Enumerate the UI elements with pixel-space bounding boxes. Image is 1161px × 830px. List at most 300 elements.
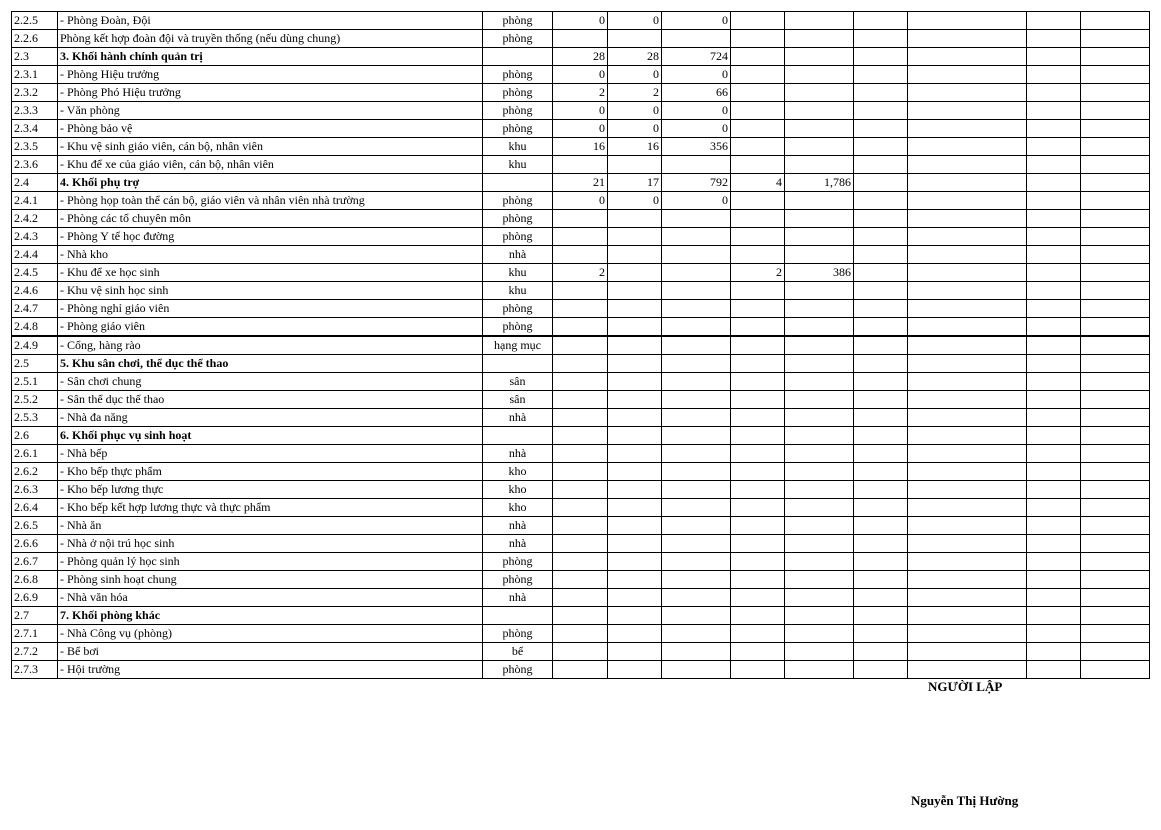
row-value-cell[interactable] [908,156,1027,174]
row-value-cell[interactable] [1027,589,1081,607]
row-value-cell[interactable] [553,517,608,535]
row-value-cell[interactable] [731,138,785,156]
row-code-cell[interactable]: 2.5.3 [12,409,58,427]
row-value-cell[interactable] [553,300,608,318]
row-value-cell[interactable] [1081,535,1150,553]
row-value-cell[interactable] [854,120,908,138]
row-name-cell[interactable]: - Nhà Công vụ (phòng) [58,625,483,643]
row-value-cell[interactable] [731,282,785,300]
row-value-cell[interactable] [908,463,1027,481]
row-value-cell[interactable] [1081,571,1150,589]
row-unit-cell[interactable]: phòng [483,66,553,84]
row-code-cell[interactable]: 2.3.4 [12,120,58,138]
row-name-cell[interactable]: - Phòng nghỉ giáo viên [58,300,483,318]
row-value-cell[interactable] [785,661,854,679]
row-value-cell[interactable] [662,625,731,643]
row-value-cell[interactable] [662,463,731,481]
row-code-cell[interactable]: 2.4.8 [12,318,58,337]
row-value-cell[interactable]: 2 [731,264,785,282]
row-unit-cell[interactable]: phòng [483,228,553,246]
row-value-cell[interactable] [608,300,662,318]
row-value-cell[interactable] [1081,120,1150,138]
row-value-cell[interactable] [785,553,854,571]
row-name-cell[interactable]: - Khu vệ sinh giáo viên, cán bộ, nhân viên [58,138,483,156]
row-value-cell[interactable]: 792 [662,174,731,192]
row-value-cell[interactable] [1027,228,1081,246]
row-value-cell[interactable] [785,120,854,138]
row-value-cell[interactable] [731,12,785,30]
row-value-cell[interactable] [731,355,785,373]
row-value-cell[interactable] [854,246,908,264]
row-value-cell[interactable] [908,174,1027,192]
row-value-cell[interactable] [608,607,662,625]
row-value-cell[interactable] [662,246,731,264]
row-unit-cell[interactable]: kho [483,463,553,481]
row-unit-cell[interactable]: sân [483,373,553,391]
row-code-cell[interactable]: 2.4.3 [12,228,58,246]
row-value-cell[interactable] [1027,427,1081,445]
row-value-cell[interactable] [785,318,854,337]
row-value-cell[interactable]: 0 [608,12,662,30]
row-value-cell[interactable]: 0 [608,66,662,84]
row-value-cell[interactable] [553,409,608,427]
row-value-cell[interactable] [731,535,785,553]
row-value-cell[interactable] [662,210,731,228]
row-value-cell[interactable] [731,156,785,174]
row-value-cell[interactable] [785,66,854,84]
row-value-cell[interactable] [731,102,785,120]
row-code-cell[interactable]: 2.7.3 [12,661,58,679]
row-name-cell[interactable]: - Nhà ăn [58,517,483,535]
row-value-cell[interactable] [608,391,662,409]
row-value-cell[interactable]: 0 [662,192,731,210]
row-unit-cell[interactable]: nhà [483,445,553,463]
row-value-cell[interactable] [608,571,662,589]
row-value-cell[interactable] [553,210,608,228]
row-value-cell[interactable] [908,625,1027,643]
row-value-cell[interactable] [854,445,908,463]
row-value-cell[interactable] [1081,48,1150,66]
row-value-cell[interactable] [1027,499,1081,517]
row-value-cell[interactable] [553,535,608,553]
row-code-cell[interactable]: 2.4.6 [12,282,58,300]
row-code-cell[interactable]: 2.4.9 [12,336,58,355]
row-value-cell[interactable] [908,300,1027,318]
row-value-cell[interactable] [1081,499,1150,517]
row-value-cell[interactable] [1027,481,1081,499]
row-value-cell[interactable] [908,481,1027,499]
row-unit-cell[interactable]: khu [483,138,553,156]
row-value-cell[interactable] [1027,336,1081,355]
row-name-cell[interactable]: - Phòng họp toàn thể cán bộ, giáo viên và nhân viên nhà trường [58,192,483,210]
row-value-cell[interactable] [1027,156,1081,174]
row-value-cell[interactable] [908,102,1027,120]
row-value-cell[interactable] [608,445,662,463]
row-name-cell[interactable]: Phòng kết hợp đoàn đội và truyền thống (nếu dùng chung) [58,30,483,48]
row-value-cell[interactable] [854,373,908,391]
row-value-cell[interactable] [854,625,908,643]
row-value-cell[interactable] [785,517,854,535]
row-value-cell[interactable] [662,571,731,589]
row-name-cell[interactable]: - Văn phòng [58,102,483,120]
row-value-cell[interactable] [785,427,854,445]
row-value-cell[interactable] [731,553,785,571]
row-value-cell[interactable] [1027,643,1081,661]
row-value-cell[interactable] [1081,228,1150,246]
row-value-cell[interactable] [854,48,908,66]
row-value-cell[interactable] [1027,571,1081,589]
row-value-cell[interactable] [608,355,662,373]
row-value-cell[interactable] [731,210,785,228]
row-value-cell[interactable] [608,589,662,607]
row-value-cell[interactable] [1081,661,1150,679]
row-value-cell[interactable] [854,228,908,246]
row-value-cell[interactable] [1081,318,1150,337]
row-value-cell[interactable] [854,553,908,571]
row-value-cell[interactable]: 724 [662,48,731,66]
row-value-cell[interactable] [908,643,1027,661]
row-value-cell[interactable] [1081,300,1150,318]
row-value-cell[interactable] [1081,246,1150,264]
row-value-cell[interactable]: 386 [785,264,854,282]
row-value-cell[interactable] [662,427,731,445]
row-value-cell[interactable] [731,643,785,661]
row-code-cell[interactable]: 2.4.5 [12,264,58,282]
row-value-cell[interactable] [785,481,854,499]
row-value-cell[interactable] [553,156,608,174]
row-name-cell[interactable]: - Phòng Hiệu trưởng [58,66,483,84]
row-value-cell[interactable] [854,282,908,300]
row-unit-cell[interactable]: bể [483,643,553,661]
row-code-cell[interactable]: 2.4.2 [12,210,58,228]
row-value-cell[interactable]: 2 [608,84,662,102]
row-value-cell[interactable] [908,445,1027,463]
row-code-cell[interactable]: 2.2.6 [12,30,58,48]
row-value-cell[interactable] [908,427,1027,445]
row-value-cell[interactable] [785,409,854,427]
row-value-cell[interactable] [1027,391,1081,409]
row-value-cell[interactable] [854,535,908,553]
row-value-cell[interactable] [908,30,1027,48]
row-value-cell[interactable] [908,661,1027,679]
row-value-cell[interactable] [553,228,608,246]
row-name-cell[interactable]: 5. Khu sân chơi, thể dục thể thao [58,355,483,373]
row-value-cell[interactable] [608,427,662,445]
row-value-cell[interactable] [662,300,731,318]
row-value-cell[interactable] [608,535,662,553]
row-name-cell[interactable]: - Hội trường [58,661,483,679]
row-value-cell[interactable] [662,607,731,625]
row-value-cell[interactable]: 0 [553,192,608,210]
row-value-cell[interactable] [731,373,785,391]
row-value-cell[interactable] [608,318,662,337]
row-value-cell[interactable] [1027,373,1081,391]
row-name-cell[interactable]: - Phòng Y tế học đường [58,228,483,246]
row-value-cell[interactable] [1081,607,1150,625]
row-value-cell[interactable] [785,625,854,643]
row-value-cell[interactable] [785,355,854,373]
row-value-cell[interactable] [785,607,854,625]
row-value-cell[interactable] [854,210,908,228]
row-value-cell[interactable] [854,409,908,427]
row-unit-cell[interactable]: hạng mục [483,336,553,355]
row-value-cell[interactable] [731,661,785,679]
row-unit-cell[interactable]: phòng [483,102,553,120]
row-value-cell[interactable] [662,282,731,300]
row-value-cell[interactable] [908,318,1027,337]
row-unit-cell[interactable]: nhà [483,246,553,264]
row-value-cell[interactable] [785,282,854,300]
row-value-cell[interactable] [785,48,854,66]
row-value-cell[interactable] [608,156,662,174]
row-value-cell[interactable] [731,607,785,625]
row-value-cell[interactable]: 0 [662,120,731,138]
row-value-cell[interactable] [553,318,608,337]
row-value-cell[interactable] [608,517,662,535]
row-value-cell[interactable] [854,66,908,84]
row-value-cell[interactable] [854,391,908,409]
row-value-cell[interactable] [731,48,785,66]
row-value-cell[interactable] [1081,156,1150,174]
row-value-cell[interactable] [908,336,1027,355]
row-value-cell[interactable]: 28 [608,48,662,66]
row-value-cell[interactable] [785,102,854,120]
row-value-cell[interactable] [731,246,785,264]
row-value-cell[interactable] [854,156,908,174]
row-value-cell[interactable] [553,246,608,264]
row-value-cell[interactable]: 1,786 [785,174,854,192]
row-value-cell[interactable] [662,409,731,427]
row-value-cell[interactable] [1027,48,1081,66]
row-value-cell[interactable] [662,336,731,355]
row-value-cell[interactable]: 66 [662,84,731,102]
row-code-cell[interactable]: 2.4.1 [12,192,58,210]
row-code-cell[interactable]: 2.6.8 [12,571,58,589]
row-code-cell[interactable]: 2.6.7 [12,553,58,571]
row-value-cell[interactable] [731,625,785,643]
row-unit-cell[interactable]: nhà [483,589,553,607]
row-value-cell[interactable]: 0 [608,192,662,210]
row-value-cell[interactable] [1081,589,1150,607]
row-value-cell[interactable]: 0 [662,66,731,84]
row-value-cell[interactable] [908,84,1027,102]
row-value-cell[interactable] [553,661,608,679]
row-value-cell[interactable] [1027,625,1081,643]
row-value-cell[interactable] [908,355,1027,373]
row-unit-cell[interactable]: nhà [483,535,553,553]
row-value-cell[interactable] [908,12,1027,30]
row-value-cell[interactable] [1081,643,1150,661]
row-value-cell[interactable] [731,120,785,138]
row-value-cell[interactable] [1027,355,1081,373]
row-name-cell[interactable]: - Khu vệ sinh học sinh [58,282,483,300]
row-name-cell[interactable]: - Phòng quản lý học sinh [58,553,483,571]
row-unit-cell[interactable] [483,174,553,192]
row-value-cell[interactable] [785,30,854,48]
row-value-cell[interactable] [1081,481,1150,499]
row-value-cell[interactable] [1081,12,1150,30]
row-code-cell[interactable]: 2.4 [12,174,58,192]
row-value-cell[interactable] [662,481,731,499]
row-name-cell[interactable]: - Kho bếp kết hợp lương thực và thực phẩm [58,499,483,517]
row-value-cell[interactable] [731,192,785,210]
row-value-cell[interactable] [1027,409,1081,427]
row-value-cell[interactable] [785,571,854,589]
row-value-cell[interactable] [662,535,731,553]
row-value-cell[interactable] [854,589,908,607]
row-value-cell[interactable]: 2 [553,84,608,102]
row-value-cell[interactable] [785,192,854,210]
row-name-cell[interactable]: - Nhà văn hóa [58,589,483,607]
row-value-cell[interactable] [731,499,785,517]
row-value-cell[interactable] [608,228,662,246]
row-value-cell[interactable] [731,463,785,481]
row-value-cell[interactable] [908,589,1027,607]
row-value-cell[interactable] [1027,282,1081,300]
row-name-cell[interactable]: - Phòng bảo vệ [58,120,483,138]
row-value-cell[interactable] [608,373,662,391]
row-value-cell[interactable] [731,336,785,355]
row-value-cell[interactable] [662,355,731,373]
row-unit-cell[interactable] [483,355,553,373]
row-value-cell[interactable] [662,318,731,337]
row-value-cell[interactable] [908,535,1027,553]
row-value-cell[interactable] [1081,427,1150,445]
row-value-cell[interactable] [731,318,785,337]
row-value-cell[interactable] [908,409,1027,427]
row-value-cell[interactable] [854,427,908,445]
row-name-cell[interactable]: - Sân thể dục thể thao [58,391,483,409]
row-value-cell[interactable] [662,373,731,391]
row-code-cell[interactable]: 2.6.9 [12,589,58,607]
row-value-cell[interactable] [1081,445,1150,463]
row-code-cell[interactable]: 2.6.1 [12,445,58,463]
row-value-cell[interactable] [553,625,608,643]
row-value-cell[interactable] [908,373,1027,391]
row-value-cell[interactable] [1081,66,1150,84]
row-value-cell[interactable] [1081,517,1150,535]
row-value-cell[interactable] [553,336,608,355]
row-value-cell[interactable]: 0 [553,102,608,120]
row-name-cell[interactable]: 6. Khối phục vụ sinh hoạt [58,427,483,445]
row-value-cell[interactable] [608,643,662,661]
row-code-cell[interactable]: 2.3.1 [12,66,58,84]
row-value-cell[interactable] [1027,300,1081,318]
row-value-cell[interactable]: 4 [731,174,785,192]
row-code-cell[interactable]: 2.6 [12,427,58,445]
row-unit-cell[interactable]: phòng [483,318,553,337]
row-value-cell[interactable] [553,571,608,589]
row-value-cell[interactable] [553,391,608,409]
row-value-cell[interactable]: 16 [553,138,608,156]
row-code-cell[interactable]: 2.6.3 [12,481,58,499]
row-value-cell[interactable] [854,607,908,625]
row-value-cell[interactable] [1027,661,1081,679]
row-name-cell[interactable]: - Nhà ở nội trú học sinh [58,535,483,553]
row-code-cell[interactable]: 2.2.5 [12,12,58,30]
row-value-cell[interactable] [854,661,908,679]
row-value-cell[interactable] [854,84,908,102]
row-value-cell[interactable] [908,48,1027,66]
row-value-cell[interactable] [854,463,908,481]
row-value-cell[interactable] [608,282,662,300]
row-value-cell[interactable] [1081,84,1150,102]
row-value-cell[interactable] [608,409,662,427]
row-value-cell[interactable] [731,66,785,84]
row-value-cell[interactable] [731,409,785,427]
row-value-cell[interactable] [662,228,731,246]
row-value-cell[interactable] [608,30,662,48]
row-value-cell[interactable] [1081,30,1150,48]
row-value-cell[interactable] [662,156,731,174]
row-value-cell[interactable] [1027,517,1081,535]
row-name-cell[interactable]: - Nhà kho [58,246,483,264]
row-value-cell[interactable] [553,373,608,391]
row-value-cell[interactable] [1027,192,1081,210]
row-value-cell[interactable] [1027,84,1081,102]
row-value-cell[interactable] [1081,102,1150,120]
row-name-cell[interactable]: - Khu để xe học sinh [58,264,483,282]
row-value-cell[interactable] [1027,553,1081,571]
row-value-cell[interactable] [785,210,854,228]
row-value-cell[interactable] [854,517,908,535]
row-value-cell[interactable] [785,589,854,607]
row-value-cell[interactable] [908,66,1027,84]
row-unit-cell[interactable]: phòng [483,120,553,138]
row-value-cell[interactable] [854,336,908,355]
row-value-cell[interactable] [608,336,662,355]
row-value-cell[interactable] [553,445,608,463]
row-code-cell[interactable]: 2.3.6 [12,156,58,174]
row-value-cell[interactable] [1081,355,1150,373]
row-value-cell[interactable] [908,120,1027,138]
row-value-cell[interactable] [854,300,908,318]
row-value-cell[interactable] [662,264,731,282]
row-value-cell[interactable] [785,643,854,661]
row-value-cell[interactable] [1027,535,1081,553]
row-unit-cell[interactable]: phòng [483,553,553,571]
row-code-cell[interactable]: 2.4.7 [12,300,58,318]
row-name-cell[interactable]: - Phòng Đoàn, Đội [58,12,483,30]
row-value-cell[interactable] [608,553,662,571]
row-value-cell[interactable] [1027,138,1081,156]
row-value-cell[interactable] [662,589,731,607]
row-value-cell[interactable] [731,481,785,499]
row-value-cell[interactable] [785,156,854,174]
row-code-cell[interactable]: 2.5 [12,355,58,373]
row-value-cell[interactable] [1027,66,1081,84]
row-value-cell[interactable] [1081,463,1150,481]
row-unit-cell[interactable] [483,607,553,625]
row-value-cell[interactable] [1081,409,1150,427]
row-value-cell[interactable] [608,210,662,228]
row-unit-cell[interactable] [483,48,553,66]
row-unit-cell[interactable] [483,427,553,445]
row-value-cell[interactable] [662,643,731,661]
row-value-cell[interactable] [731,571,785,589]
row-value-cell[interactable] [608,481,662,499]
row-value-cell[interactable] [854,643,908,661]
row-value-cell[interactable] [731,517,785,535]
row-name-cell[interactable]: - Bể bơi [58,643,483,661]
row-value-cell[interactable] [662,445,731,463]
row-value-cell[interactable] [854,138,908,156]
row-value-cell[interactable] [908,571,1027,589]
row-value-cell[interactable] [608,246,662,264]
row-name-cell[interactable]: - Cổng, hàng rào [58,336,483,355]
row-value-cell[interactable] [1027,445,1081,463]
row-value-cell[interactable] [854,30,908,48]
